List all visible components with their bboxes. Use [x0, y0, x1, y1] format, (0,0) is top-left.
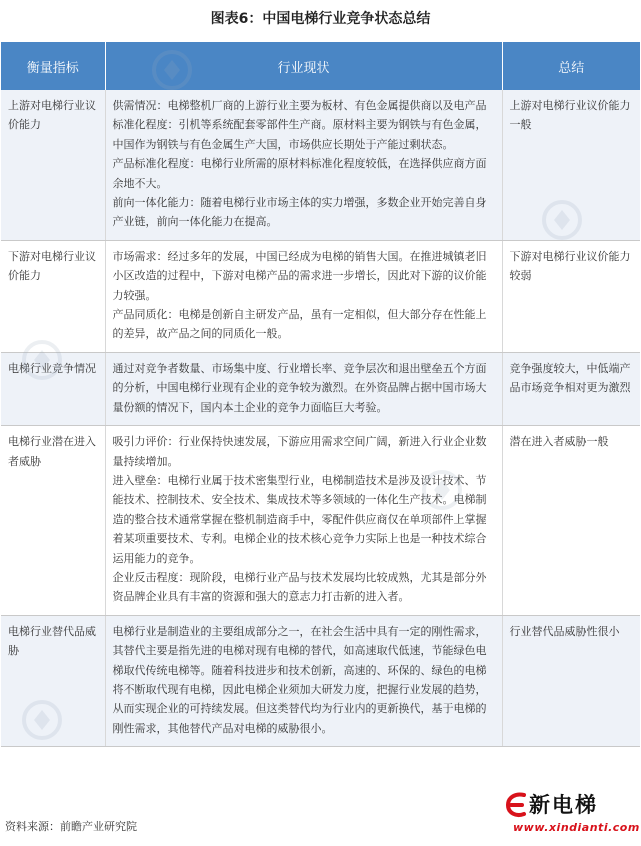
table-row: [1, 240, 640, 352]
indicator-cell: 上游对电梯行业议价能力: [1, 90, 105, 240]
summary-cell: 潜在进入者威胁一般: [502, 426, 640, 616]
indicator-cell: 下游对电梯行业议价能力: [1, 240, 105, 352]
xindianti-logo: [498, 787, 641, 846]
header-status: 行业现状: [105, 42, 502, 90]
logo-url: www.xindianti.com: [513, 821, 640, 834]
status-paragraph: 企业反击程度：现阶段，电梯行业产品与技术发展均比较成熟，尤其是部分外资品牌企业具有丰富的资源和强大的意志力打击新的进入者。: [112, 570, 487, 604]
source-note: 资料来源：前瞻产业研究院: [5, 820, 137, 833]
status-cell: [105, 426, 502, 616]
header-summary: 总结: [502, 42, 640, 90]
figure-title: 图表6：中国电梯行业竞争状态总结: [210, 11, 431, 27]
status-paragraph: 供需情况：电梯整机厂商的上游行业主要为板材、有色金属提供商以及电产品标准化程度：引机等系统配套零部件生产商。原材料主要为钢铁与有色金属，中国作为钢铁与有色金属生产大国，市场供应长期处于产能过剩状态。: [112, 99, 487, 151]
summary-cell: 上游对电梯行业议价能力一般: [502, 90, 640, 240]
status-paragraph: 进入壁垒：电梯行业属于技术密集型行业，电梯制造技术是涉及设计技术、节能技术、控制技术、安全技术、集成技术等多领域的一体化生产技术。电梯制造的整合技术通常掌握在整机制造商手中，零配件供应商仅在单项部件上掌握着某项重要技术、专利。电梯企业的技术核心竞争力实际上也是一种技术综合运用能力的竞争。: [112, 473, 487, 565]
table-row: [1, 615, 640, 746]
summary-cell: 竞争强度较大，中低端产品市场竞争相对更为激烈: [502, 352, 640, 425]
status-paragraph: 电梯行业是制造业的主要组成部分之一，在社会生活中具有一定的刚性需求，其替代主要是指先进的电梯对现有电梯的替代，如高速取代低速，节能绿色电梯取代传统电梯等。随着科技进步和技术创新，高速的、环保的、绿色的电梯将不断取代现有电梯，因此电梯企业须加大研发力度，把握行业发展的趋势，从而实现企业的可持续发展。但这类替代均为行业内的更新换代，基于电梯的刚性需求，其他替代产品对电梯的威胁很小。: [112, 624, 487, 735]
status-paragraph: 产品标准化程度：电梯行业所需的原材料标准化程度较低，在选择供应商方面余地不大。: [112, 157, 487, 190]
indicator-cell: 电梯行业潜在进入者威胁: [1, 426, 105, 616]
status-cell: [105, 240, 502, 352]
header-indicator: 衡量指标: [1, 42, 105, 90]
status-paragraph: 市场需求：经过多年的发展，中国已经成为电梯的销售大国。在推进城镇老旧小区改造的过程中，下游对电梯产品的需求进一步增长，因此对下游的议价能力较强。: [112, 249, 487, 302]
status-cell: [105, 615, 502, 746]
summary-cell: 下游对电梯行业议价能力较弱: [502, 240, 640, 352]
summary-cell: 行业替代品威胁性很小: [502, 615, 640, 746]
logo-name: 新电梯: [529, 793, 598, 817]
indicator-cell: 电梯行业竞争情况: [1, 352, 105, 425]
elevator-e-icon: [504, 791, 528, 819]
table-header-row: [1, 42, 640, 90]
status-cell: [105, 352, 502, 425]
status-cell: [105, 90, 502, 240]
table-row: [1, 90, 640, 240]
status-paragraph: 前向一体化能力：随着电梯行业市场主体的实力增强，多数企业开始完善自身产业链，前向一体化能力在提高。: [112, 196, 487, 229]
status-paragraph: 产品同质化：电梯是创新自主研发产品，虽有一定相似，但大部分存在性能上的差异，故产品之间的同质化一般。: [112, 308, 487, 341]
competition-summary-table: [1, 42, 640, 747]
table-row: [1, 352, 640, 425]
status-paragraph: 通过对竞争者数量、市场集中度、行业增长率、竞争层次和退出壁垒五个方面的分析，中国电梯行业现有企业的竞争较为激烈。在外资品牌占据中国市场大量份额的情况下，国内本土企业的竞争力面临巨大考验。: [112, 361, 487, 414]
status-paragraph: 吸引力评价：行业保持快速发展，下游应用需求空间广阔，新进入行业企业数量持续增加。: [112, 435, 487, 468]
table-row: [1, 426, 640, 616]
indicator-cell: 电梯行业替代品威胁: [1, 615, 105, 746]
